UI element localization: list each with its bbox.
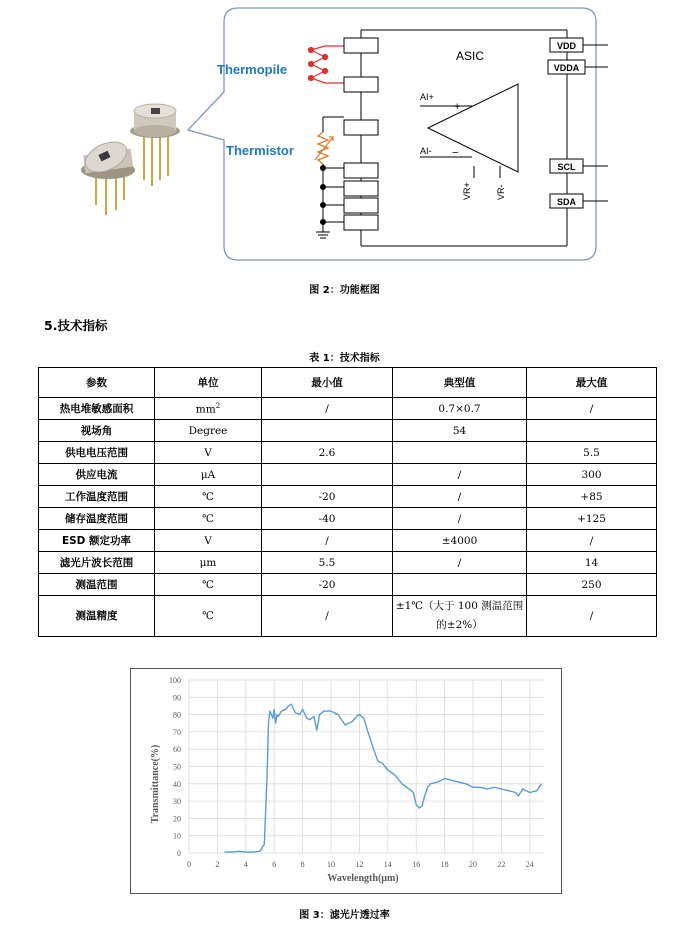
table-cell bbox=[527, 420, 657, 442]
table-cell: ±4000 bbox=[393, 530, 527, 552]
spec-table bbox=[38, 367, 657, 637]
table-cell: 滤光片波长范围 bbox=[39, 552, 155, 574]
y-tick-label: 70 bbox=[173, 727, 181, 737]
resistor-ladder bbox=[316, 30, 567, 246]
table-cell: 测温精度 bbox=[39, 596, 155, 637]
pin-vdd bbox=[550, 38, 583, 52]
y-tick-label: 30 bbox=[173, 797, 181, 807]
y-tick-label: 90 bbox=[173, 693, 181, 703]
figure-2-caption: 图 2：功能框图 bbox=[309, 285, 380, 296]
sensor-product-image bbox=[81, 104, 180, 215]
transmittance-series-line bbox=[225, 704, 542, 852]
table-cell: ℃ bbox=[155, 574, 262, 596]
thermistor-symbol bbox=[315, 132, 333, 164]
pin-vdda-label: VDDA bbox=[553, 63, 580, 73]
vr-plus-label: VR+ bbox=[462, 182, 472, 200]
table-cell: 2.6 bbox=[262, 442, 393, 464]
table-cell: ℃ bbox=[155, 596, 262, 637]
x-tick-label: 10 bbox=[327, 860, 335, 869]
table-row bbox=[39, 486, 657, 508]
chart-x-axis-label: Wavelength(μm) bbox=[327, 873, 399, 884]
table-cell: / bbox=[393, 552, 527, 574]
header-min: 最小值 bbox=[262, 368, 393, 398]
x-tick-label: 14 bbox=[383, 860, 392, 869]
table-cell bbox=[262, 464, 393, 486]
asic-label: ASIC bbox=[456, 49, 485, 63]
x-tick-label: 8 bbox=[300, 860, 305, 869]
table-cell: / bbox=[527, 530, 657, 552]
table-1-caption: 表 1：技术指标 bbox=[309, 353, 380, 364]
header-unit: 单位 bbox=[155, 368, 262, 398]
table-cell: / bbox=[393, 486, 527, 508]
table-row bbox=[39, 508, 657, 530]
pin-sda bbox=[550, 194, 583, 208]
table-cell: 250 bbox=[527, 574, 657, 596]
function-block-diagram bbox=[0, 0, 689, 270]
minus-sign: − bbox=[452, 147, 459, 159]
table-cell: 14 bbox=[527, 552, 657, 574]
table-cell: 热电堆敏感面积 bbox=[39, 398, 155, 420]
header-param: 参数 bbox=[39, 368, 155, 398]
table-row bbox=[39, 420, 657, 442]
table-cell: / bbox=[262, 530, 393, 552]
x-tick-label: 6 bbox=[272, 860, 277, 869]
y-tick-label: 40 bbox=[173, 779, 181, 789]
x-tick-label: 2 bbox=[215, 860, 220, 869]
table-row bbox=[39, 530, 657, 552]
y-tick-label: 50 bbox=[173, 762, 181, 772]
table-cell: -20 bbox=[262, 486, 393, 508]
x-tick-label: 0 bbox=[187, 860, 191, 869]
vr-minus-label: VR- bbox=[496, 184, 506, 200]
table-cell bbox=[393, 574, 527, 596]
x-tick-label: 20 bbox=[469, 860, 477, 869]
pin-scl-label: SCL bbox=[557, 162, 576, 172]
y-tick-label: 80 bbox=[173, 710, 181, 720]
y-tick-label: 0 bbox=[177, 849, 181, 858]
table-row bbox=[39, 574, 657, 596]
thermopile-label: Thermopile bbox=[217, 62, 288, 77]
table-cell: 300 bbox=[527, 464, 657, 486]
header-max: 最大值 bbox=[527, 368, 657, 398]
thermistor-label: Thermistor bbox=[226, 143, 294, 158]
x-tick-label: 16 bbox=[412, 860, 421, 869]
table-cell: μm bbox=[155, 552, 262, 574]
pin-scl bbox=[550, 159, 583, 173]
table-cell: 供电电压范围 bbox=[39, 442, 155, 464]
table-cell: ℃ bbox=[155, 486, 262, 508]
header-typ: 典型值 bbox=[393, 368, 527, 398]
x-tick-label: 12 bbox=[355, 860, 364, 869]
table-header-row bbox=[39, 368, 657, 398]
table-cell: Degree bbox=[155, 420, 262, 442]
table-cell: μA bbox=[155, 464, 262, 486]
table-cell: 视场角 bbox=[39, 420, 155, 442]
table-cell: / bbox=[527, 596, 657, 637]
transmittance-chart bbox=[131, 669, 561, 893]
chart-y-axis-label: Transmittance(%) bbox=[150, 744, 161, 824]
table-cell: 54 bbox=[393, 420, 527, 442]
table-cell: $mm^2$ bbox=[155, 398, 262, 420]
op-amp-symbol bbox=[420, 84, 518, 178]
table-row bbox=[39, 442, 657, 464]
table-cell: V bbox=[155, 530, 262, 552]
pin-sda-label: SDA bbox=[556, 197, 577, 207]
table-cell: 5.5 bbox=[527, 442, 657, 464]
table-cell: 储存温度范围 bbox=[39, 508, 155, 530]
x-tick-label: 22 bbox=[497, 860, 506, 869]
x-tick-label: 24 bbox=[525, 860, 534, 869]
table-cell: ESD 额定功率 bbox=[39, 530, 155, 552]
y-tick-label: 100 bbox=[169, 676, 181, 685]
table-cell bbox=[262, 420, 393, 442]
table-row bbox=[39, 552, 657, 574]
pin-vdd-label: VDD bbox=[556, 41, 577, 51]
figure-3-caption: 图 3：滤光片透过率 bbox=[299, 910, 390, 921]
table-cell: V bbox=[155, 442, 262, 464]
ai-minus-label: AI- bbox=[420, 146, 432, 156]
plus-sign: + bbox=[454, 101, 461, 113]
ai-plus-label: AI+ bbox=[420, 92, 434, 102]
table-cell: 工作温度范围 bbox=[39, 486, 155, 508]
table-cell: ±1℃（大于 100 测温范围的±2%） bbox=[393, 596, 527, 637]
table-cell: 测温范围 bbox=[39, 574, 155, 596]
table-cell: 供应电流 bbox=[39, 464, 155, 486]
table-row bbox=[39, 464, 657, 486]
y-tick-label: 60 bbox=[173, 745, 181, 755]
transmittance-chart-frame bbox=[130, 668, 562, 894]
y-tick-label: 20 bbox=[173, 814, 181, 824]
table-cell: +85 bbox=[527, 486, 657, 508]
pin-vdda bbox=[548, 60, 585, 74]
thermopile-symbol bbox=[309, 46, 345, 83]
x-tick-label: 4 bbox=[243, 860, 248, 869]
section-title: 5.技术指标 bbox=[44, 318, 108, 333]
x-tick-label: 18 bbox=[440, 860, 449, 869]
diagram-bubble-frame bbox=[188, 8, 596, 260]
table-cell: / bbox=[262, 398, 393, 420]
table-cell: / bbox=[527, 398, 657, 420]
table-cell: / bbox=[393, 508, 527, 530]
table-cell bbox=[393, 442, 527, 464]
table-cell: +125 bbox=[527, 508, 657, 530]
table-cell: -40 bbox=[262, 508, 393, 530]
table-cell: 0.7×0.7 bbox=[393, 398, 527, 420]
table-cell: / bbox=[393, 464, 527, 486]
table-row bbox=[39, 398, 657, 420]
table-cell: ℃ bbox=[155, 508, 262, 530]
table-cell: / bbox=[262, 596, 393, 637]
table-cell: 5.5 bbox=[262, 552, 393, 574]
y-tick-label: 10 bbox=[173, 831, 181, 841]
table-cell: -20 bbox=[262, 574, 393, 596]
table-row bbox=[39, 596, 657, 637]
